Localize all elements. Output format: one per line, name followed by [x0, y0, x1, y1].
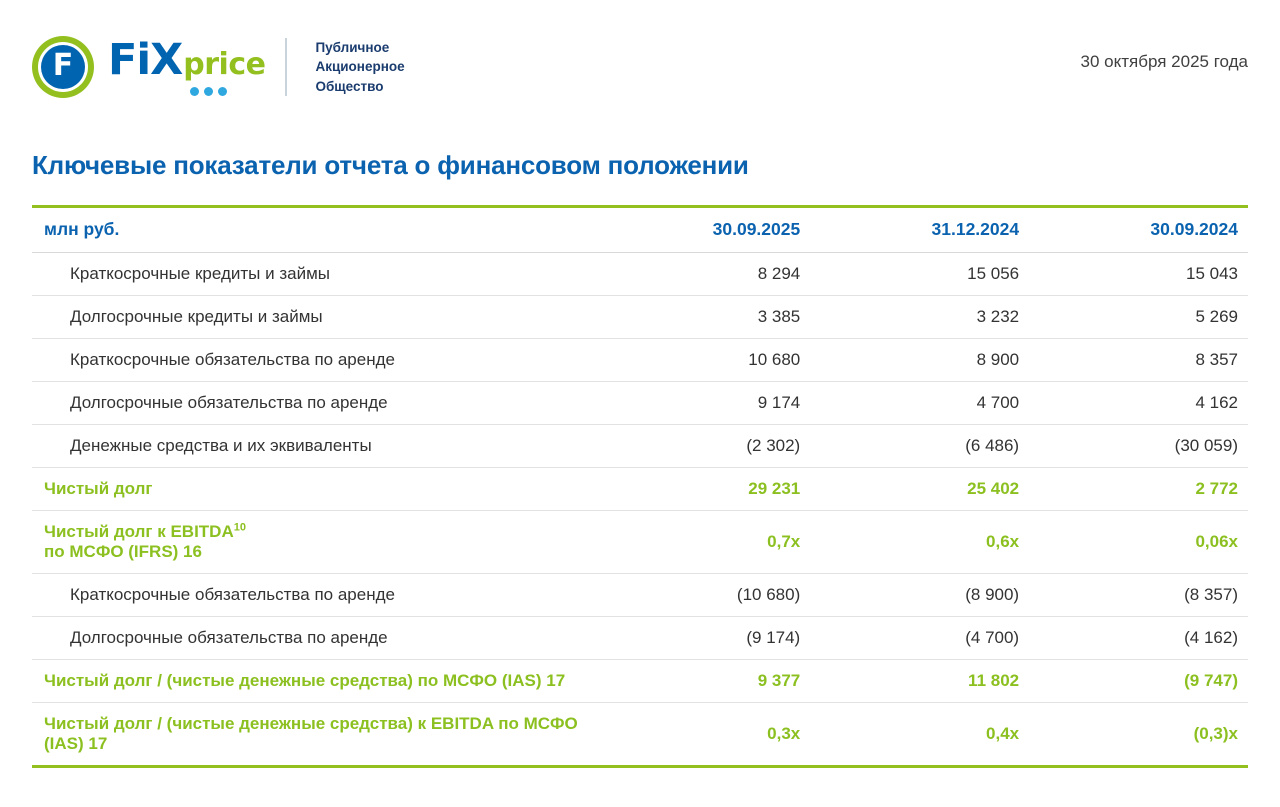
table-row-highlight: [32, 511, 1248, 574]
row-value: (6 486): [810, 425, 1029, 468]
row-value: 25 402: [810, 468, 1029, 511]
row-value: (9 747): [1029, 660, 1248, 703]
financial-position-table: [32, 205, 1248, 768]
logo-divider: [285, 38, 287, 96]
row-label: [32, 511, 591, 574]
table-row: [32, 382, 1248, 425]
row-label: Краткосрочные кредиты и займы: [32, 253, 591, 296]
row-value: 3 232: [810, 296, 1029, 339]
row-value: 8 294: [591, 253, 810, 296]
logo-price-text: price: [183, 46, 266, 82]
table-row-highlight: [32, 703, 1248, 767]
row-value: 0,6x: [810, 511, 1029, 574]
row-value: (4 162): [1029, 617, 1248, 660]
row-value: 9 377: [591, 660, 810, 703]
table-row: [32, 617, 1248, 660]
row-label: Чистый долг / (чистые денежные средства) к EBITDA по МСФО (IAS) 17: [32, 703, 591, 767]
row-value: 9 174: [591, 382, 810, 425]
logo-dots-icon: [190, 87, 265, 96]
table-row-highlight: [32, 468, 1248, 511]
logo-wordmark: [108, 34, 266, 96]
row-value: 0,06x: [1029, 511, 1248, 574]
table-row: [32, 253, 1248, 296]
document-header: [32, 0, 1248, 98]
row-value: 29 231: [591, 468, 810, 511]
logo-fix-text: FiX: [108, 34, 183, 85]
row-value: 10 680: [591, 339, 810, 382]
column-header-units: млн руб.: [32, 207, 591, 253]
row-label-text-line2: по МСФО (IFRS) 16: [44, 542, 202, 561]
row-value: (9 174): [591, 617, 810, 660]
fix-price-logo: [32, 36, 405, 98]
row-label: Долгосрочные кредиты и займы: [32, 296, 591, 339]
row-value: 4 700: [810, 382, 1029, 425]
row-value: 11 802: [810, 660, 1029, 703]
row-label: Чистый долг / (чистые денежные средства) по МСФО (IAS) 17: [32, 660, 591, 703]
row-value: 15 043: [1029, 253, 1248, 296]
row-label: Краткосрочные обязательства по аренде: [32, 339, 591, 382]
table-row: [32, 296, 1248, 339]
column-header-period-2: 31.12.2024: [810, 207, 1029, 253]
row-label: Долгосрочные обязательства по аренде: [32, 382, 591, 425]
row-value: (30 059): [1029, 425, 1248, 468]
row-value: (4 700): [810, 617, 1029, 660]
row-value: (8 357): [1029, 574, 1248, 617]
table-header-row: [32, 207, 1248, 253]
table-row: [32, 425, 1248, 468]
row-value: 0,7x: [591, 511, 810, 574]
company-legal-form-line2: Акционерное: [315, 59, 405, 75]
fix-price-logo-icon: [32, 36, 94, 98]
row-value: 3 385: [591, 296, 810, 339]
row-value: (8 900): [810, 574, 1029, 617]
row-value: 2 772: [1029, 468, 1248, 511]
column-header-period-3: 30.09.2024: [1029, 207, 1248, 253]
company-legal-form-line3: Общество: [315, 78, 384, 94]
row-value: 4 162: [1029, 382, 1248, 425]
row-value: 8 357: [1029, 339, 1248, 382]
document-date: 30 октября 2025 года: [1080, 52, 1248, 71]
row-value: 8 900: [810, 339, 1029, 382]
logo-letter: F: [52, 48, 74, 83]
page-title: Ключевые показатели отчета о финансовом положении: [32, 150, 749, 180]
row-label-footnote: 10: [233, 521, 246, 534]
company-legal-form-line1: Публичное: [315, 39, 390, 55]
row-value: (10 680): [591, 574, 810, 617]
row-value: 15 056: [810, 253, 1029, 296]
company-legal-form: [315, 38, 404, 97]
row-value: 5 269: [1029, 296, 1248, 339]
row-value: 0,3x: [591, 703, 810, 767]
row-value: (2 302): [591, 425, 810, 468]
column-header-period-1: 30.09.2025: [591, 207, 810, 253]
row-value: 0,4x: [810, 703, 1029, 767]
row-label: Краткосрочные обязательства по аренде: [32, 574, 591, 617]
row-label: Денежные средства и их эквиваленты: [32, 425, 591, 468]
row-label: Долгосрочные обязательства по аренде: [32, 617, 591, 660]
row-label-text: Чистый долг к EBITDA: [44, 522, 234, 541]
row-label: Чистый долг: [32, 468, 591, 511]
table-row: [32, 574, 1248, 617]
row-value: (0,3)x: [1029, 703, 1248, 767]
table-row: [32, 339, 1248, 382]
table-row-highlight: [32, 660, 1248, 703]
